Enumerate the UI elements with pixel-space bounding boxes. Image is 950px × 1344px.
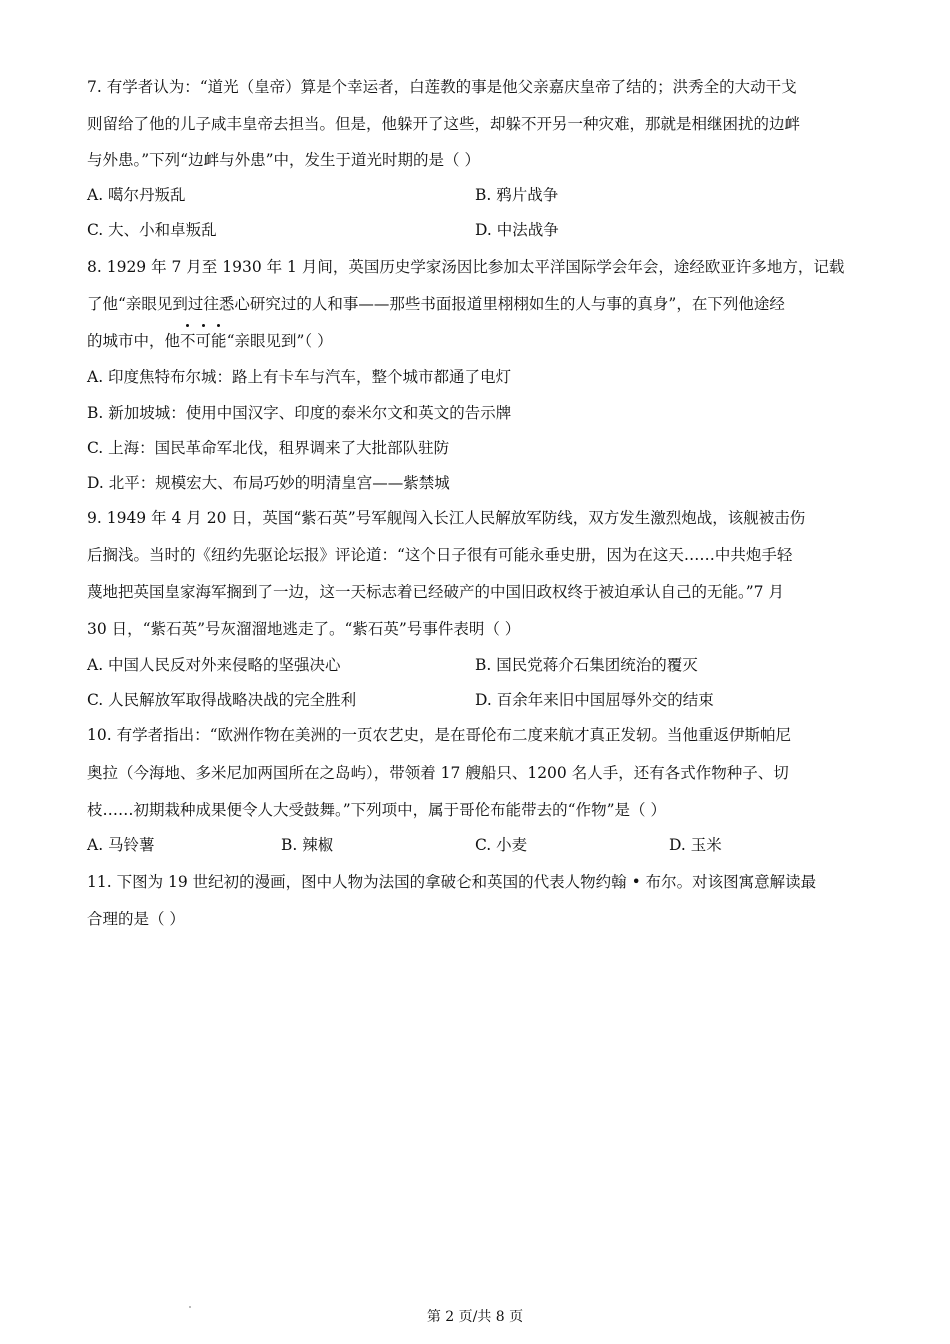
q8-option-d: D. 北平：规模宏大、布局巧妙的明清皇宫——紫禁城	[87, 474, 450, 492]
q10-option-b: B. 辣椒	[281, 836, 334, 854]
q9-stem-line-2: 后搁浅。当时的《纽约先驱论坛报》评论道：“这个日子很有可能永垂史册，因为在这天……中共炮手轻	[87, 546, 793, 564]
page-number-footer: 第 2 页/共 8 页	[426, 1309, 524, 1325]
q8-option-b: B. 新加坡城：使用中国汉字、印度的泰米尔文和英文的告示牌	[87, 404, 512, 422]
q7-option-b: B. 鸦片战争	[475, 186, 559, 204]
q9-option-d: D. 百余年来旧中国屈辱外交的结束	[475, 691, 714, 709]
q7-stem-line-3: 与外患。”下列“边衅与外患”中，发生于道光时期的是（ ）	[87, 151, 480, 169]
q10-option-c: C. 小麦	[475, 836, 528, 854]
q7-stem-line-2: 则留给了他的儿子咸丰皇帝去担当。但是，他躲开了这些，却躲不开另一种灾难，那就是相继困扰的边衅	[87, 115, 801, 133]
q7-option-c: C. 大、小和卓叛乱	[87, 221, 217, 239]
q9-stem-line-3: 蔑地把英国皇家海军搁到了一边，这一天标志着已经破产的中国旧政权终于被迫承认自己的无能。”7 月	[87, 583, 784, 601]
q7-stem-line-1: 7. 有学者认为：“道光（皇帝）算是个幸运者，白莲教的事是他父亲嘉庆皇帝了结的；洪秀全的大动干戈	[87, 78, 797, 96]
q10-stem-line-2: 奥拉（今海地、多米尼加两国所在之岛屿），带领着 17 艘船只、1200 名人手，还有各式作物种子、切	[87, 764, 789, 782]
q9-stem-line-1: 9. 1949 年 4 月 20 日，英国“紫石英”号军舰闯入长江人民解放军防线，双方发生激烈炮战，该舰被击伤	[87, 509, 806, 527]
q8-option-c: C. 上海：国民革命军北伐，租界调来了大批部队驻防	[87, 439, 450, 457]
q10-stem-line-3: 枝……初期栽种成果便令人大受鼓舞。”下列项中，属于哥伦布能带去的“作物”是（ ）	[87, 801, 666, 819]
q11-stem-line-1: 11. 下图为 19 世纪初的漫画，图中人物为法国的拿破仑和英国的代表人物约翰 • 布尔。对该图寓意解读最	[87, 873, 817, 891]
q9-option-a: A. 中国人民反对外来侵略的坚强决心	[87, 656, 341, 674]
q11-stem-line-2: 合理的是（ ）	[87, 910, 185, 928]
q10-stem-line-1: 10. 有学者指出：“欧洲作物在美洲的一页农艺史，是在哥伦布二度来航才真正发轫。当他重返伊斯帕尼	[87, 726, 792, 744]
q10-option-d: D. 玉米	[669, 836, 722, 854]
emphasis-char: 能	[211, 332, 227, 350]
q7-option-a: A. 噶尔丹叛乱	[87, 186, 186, 204]
q8-stem-line-2: 了他“亲眼见到过往悉心研究过的人和事——那些书面报道里栩栩如生的人与事的真身”，在下列他途经	[87, 295, 785, 313]
q8-option-a: A. 印度焦特布尔城：路上有卡车与汽车，整个城市都通了电灯	[87, 368, 512, 386]
q8-line3-prefix: 的城市中，他	[87, 332, 181, 350]
q7-option-d: D. 中法战争	[475, 221, 559, 239]
q10-option-a: A. 马铃薯	[87, 836, 155, 854]
q8-line3-suffix: “亲眼见到”（ ）	[226, 332, 333, 350]
q8-stem-line-1: 8. 1929 年 7 月至 1930 年 1 月间，英国历史学家汤因比参加太平洋国际学会年会，途经欧亚许多地方，记载	[87, 258, 845, 276]
q9-option-b: B. 国民党蒋介石集团统治的覆灭	[475, 656, 698, 674]
q9-stem-line-4: 30 日，“紫石英”号灰溜溜地逃走了。“紫石英”号事件表明（ ）	[87, 620, 521, 638]
q9-option-c: C. 人民解放军取得战略决战的完全胜利	[87, 691, 357, 709]
emphasis-char: 可	[195, 332, 212, 350]
q8-stem-line-3	[87, 331, 333, 351]
emphasis-char: 不	[180, 332, 196, 350]
